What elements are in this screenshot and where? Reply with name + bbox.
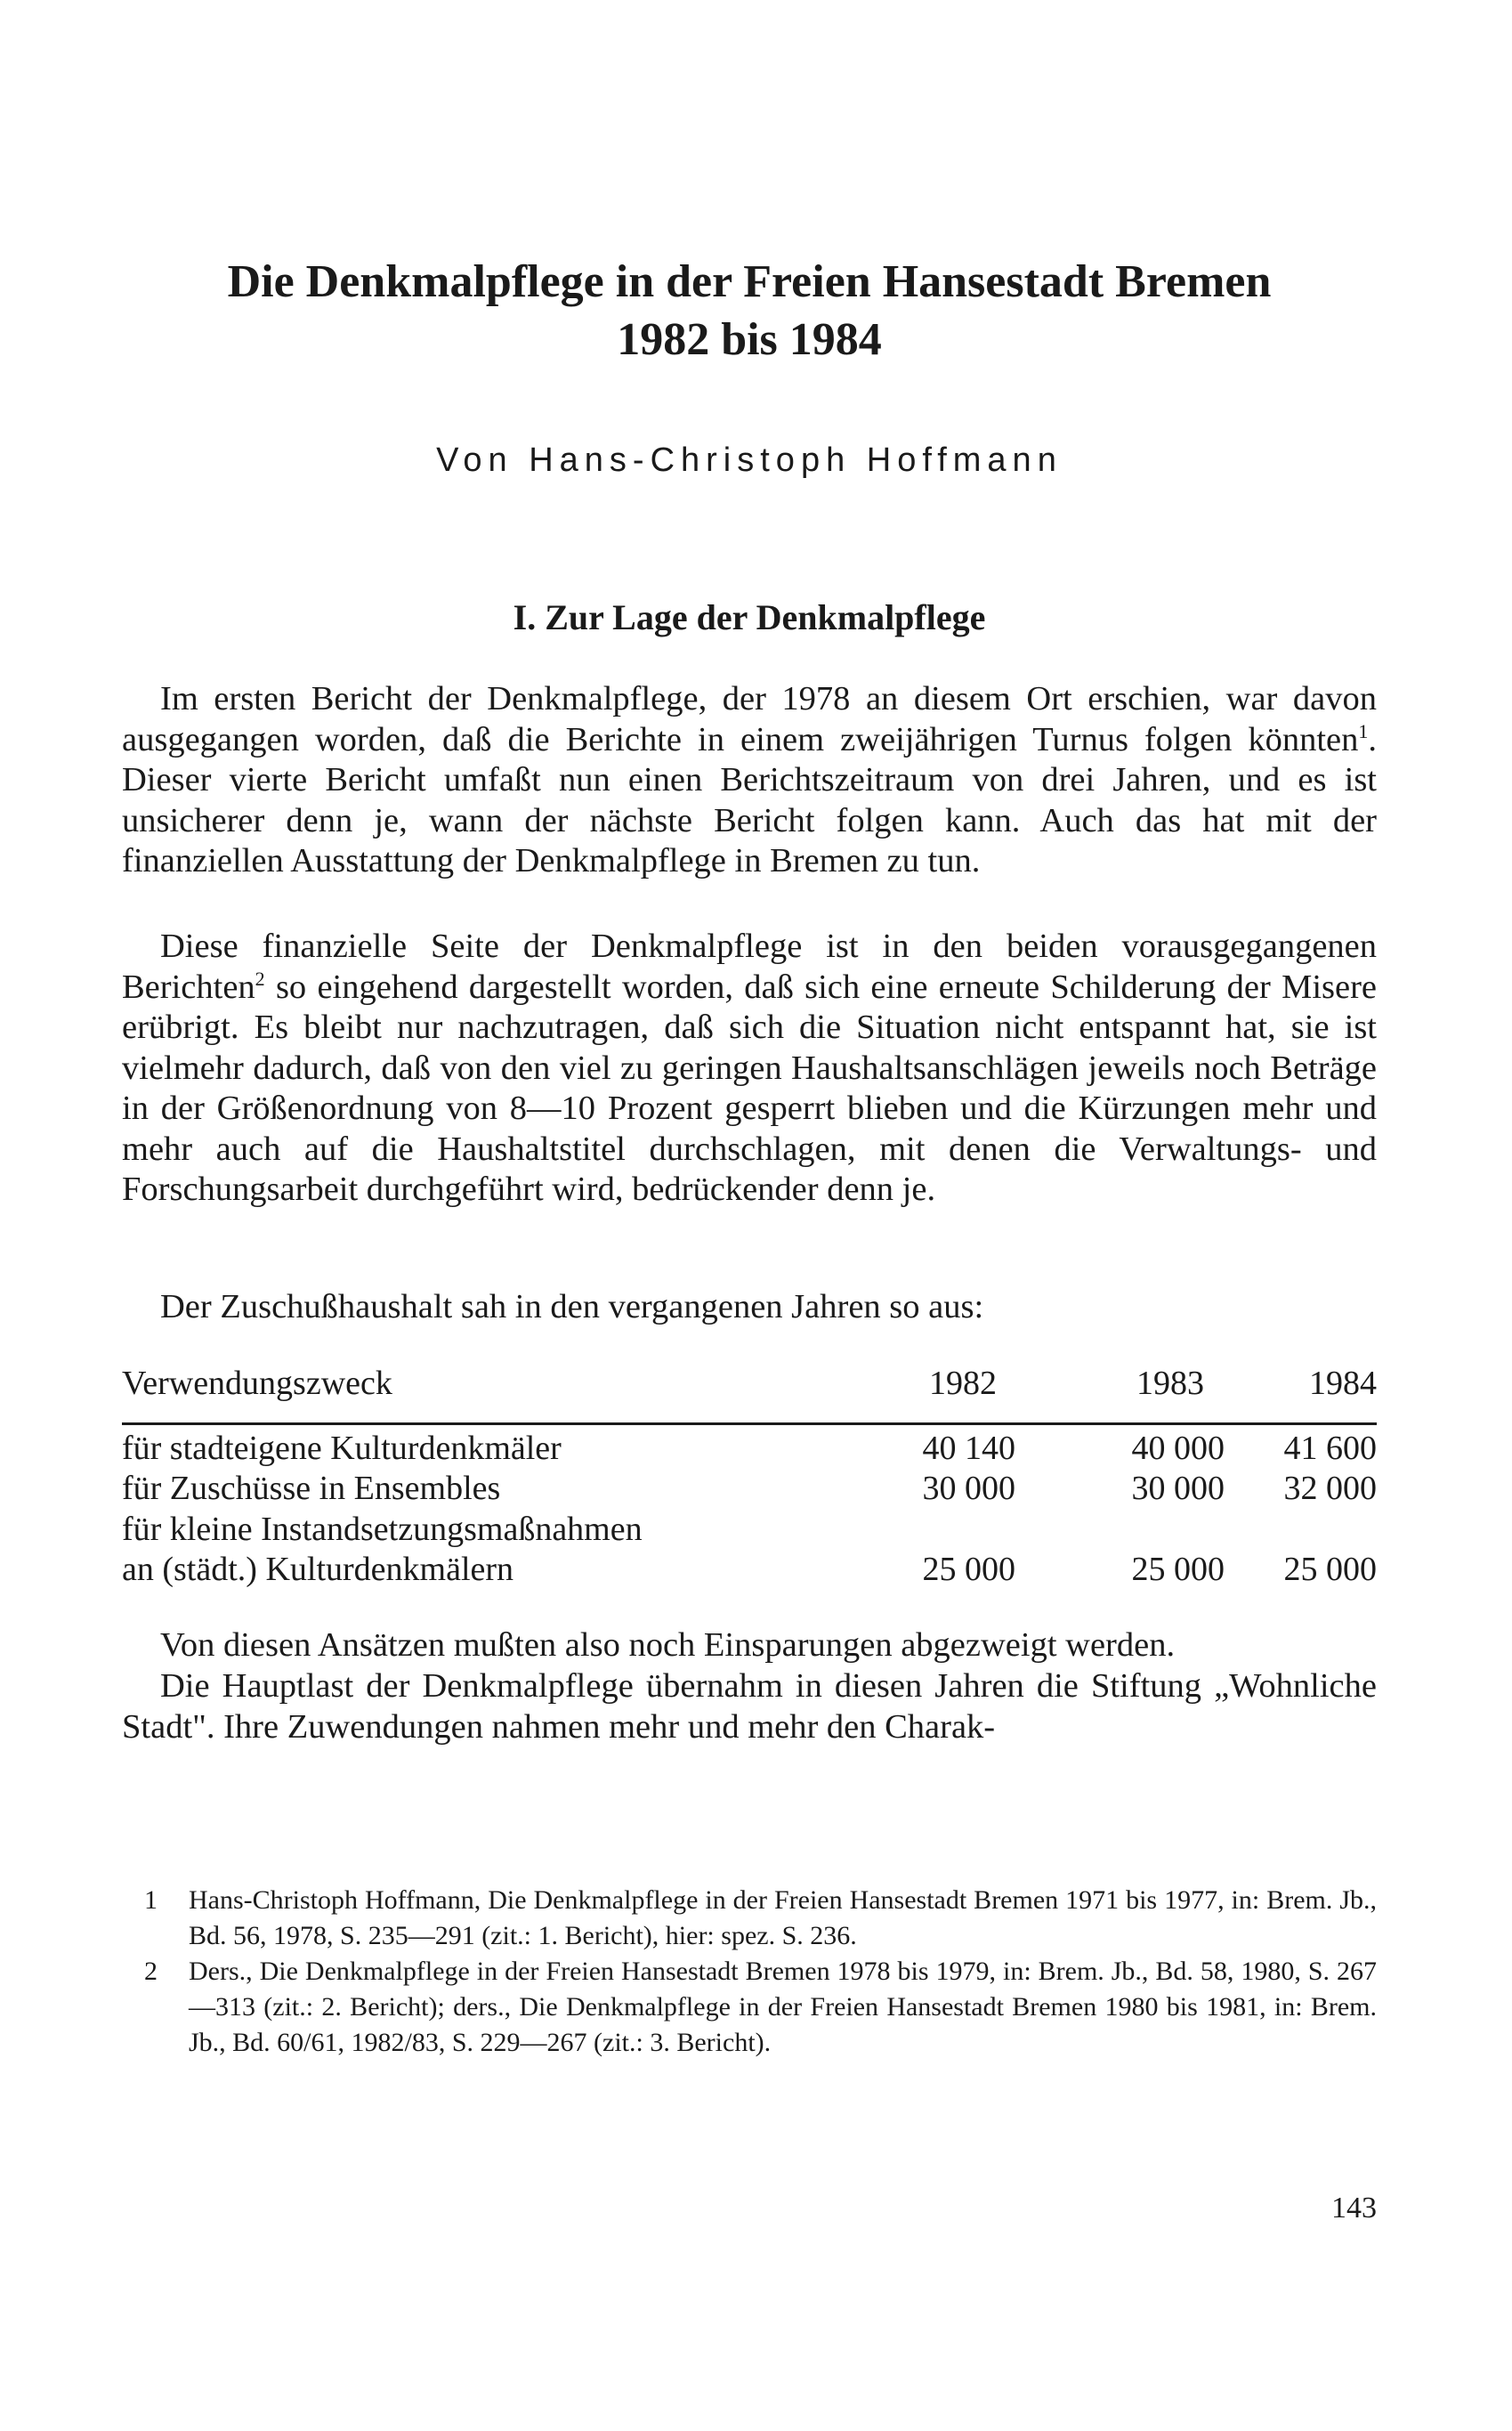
footnote-1 [122,1883,1377,1954]
table-header-year-3: 1984 [1309,1365,1377,1402]
budget-table [122,1364,1377,1591]
footnote-ref-2: 2 [255,967,265,990]
paragraph-1-text-b: . Dieser vierte Bericht umfaßt nun einen Berichtszeitraum von drei Jahren, und es ist unsicherer denn je, wann der nächste Bericht folgen kann. Auch das hat mit der finanziellen Ausstattung der Denkmalpflege in Bremen zu tun. [122,720,1377,879]
paragraph-1 [122,679,1377,882]
section-heading: I. Zur Lage der Denkmalpflege [513,597,986,637]
title-line-1: Die Denkmalpflege in der Freien Hansestadt Bremen [227,256,1272,307]
footnote-text: Hans-Christoph Hoffmann, Die Denkmalpflege in der Freien Hansestadt Bremen 1971 bis 1977, in: Brem. Jb., Bd. 56, 1978, S. 235—291 (zit.: 1. Bericht), hier: spez. S. 236. [189,1885,1377,1950]
paragraph-1-text-a: Im ersten Bericht der Denkmalpflege, der 1978 an diesem Ort erschien, war davon ausgegangen worden, daß die Berichte in einem zweijährigen Turnus folgen könnten [122,680,1377,758]
table-cell-1983: 25 000 [1131,1551,1225,1588]
table-header-year-1: 1982 [929,1365,997,1402]
table-row-label: für kleine Instandsetzungsmaßnahmen [122,1510,643,1548]
table-header-year-2: 1983 [1136,1365,1204,1402]
table-cell-1983: 40 000 [1131,1429,1225,1467]
table-cell-1984: 25 000 [1283,1551,1377,1588]
footnote-number: 1 [144,1885,158,1915]
table-row [122,1429,1377,1470]
paragraph-2-text-b: so eingehend dargestellt worden, daß sich eine erneute Schilderung der Misere erübrigt. Es bleibt nur nachzutragen, daß sich die Situation nicht entspannt hat, sie ist vielmehr dadurch, daß von den viel zu geringen Haushaltsanschlägen jeweils noch Beträge in der Größenordnung von 8—10 Prozent gesperrt blieben und die Kürzungen mehr und mehr auch auf die Haushaltstitel durchschlagen, mit denen die Verwaltungs- und Forschungsarbeit durchgeführt wird, bedrückender denn je. [122,968,1377,1208]
paragraph-2-text-a: Diese finanzielle Seite der Denkmalpflege ist in den beiden vorausgegangenen Berichten [122,928,1377,1006]
table-cell-1984: 41 600 [1283,1429,1377,1467]
table-cell-1984: 32 000 [1283,1470,1377,1507]
title-line-2: 1982 bis 1984 [617,314,882,365]
footnote-number: 2 [144,1957,158,1986]
table-body [122,1429,1377,1591]
table-row [122,1510,1377,1551]
author-line: Von Hans-Christoph Hoffmann [436,442,1063,479]
table-rule [122,1422,1377,1425]
footnote-2 [122,1954,1377,2061]
table-cell-1983: 30 000 [1131,1470,1225,1507]
paragraph-2 [122,927,1377,1211]
footnotes [122,1883,1377,2061]
footnote-text: Ders., Die Denkmalpflege in der Freien Hansestadt Bremen 1978 bis 1979, in: Brem. Jb., Bd. 58, 1980, S. 267—313 (zit.: 2. Bericht); ders., Die Denkmalpflege in der Freien Hansestadt Bremen 1980 bis 1981, in: Brem. Jb., Bd. 60/61, 1982/83, S. 229—267 (zit.: 3. Bericht). [189,1957,1377,2057]
page-number: 143 [1331,2192,1377,2224]
paragraph-5: Die Hauptlast der Denkmalpflege übernahm in diesen Jahren die Stiftung „Wohnliche Stadt". Ihre Zuwendungen nahmen mehr und mehr den Charak- [122,1667,1377,1746]
table-row-label: für Zuschüsse in Ensembles [122,1470,501,1507]
table-row-label: an (städt.) Kulturdenkmälern [122,1551,514,1588]
paragraph-3: Der Zuschußhaushalt sah in den vergangenen Jahren so aus: [160,1288,984,1325]
table-cell-1982: 40 140 [922,1429,1015,1467]
footnote-ref-1: 1 [1358,719,1369,742]
table-cell-1982: 25 000 [922,1551,1015,1588]
table-row [122,1469,1377,1510]
table-row-label: für stadteigene Kulturdenkmäler [122,1429,562,1467]
table-row [122,1550,1377,1591]
table-header-label: Verwendungszweck [122,1365,392,1402]
table-header-row [122,1364,1377,1405]
table-cell-1982: 30 000 [922,1470,1015,1507]
paragraph-4: Von diesen Ansätzen mußten also noch Einsparungen abgezweigt werden. [160,1626,1176,1664]
